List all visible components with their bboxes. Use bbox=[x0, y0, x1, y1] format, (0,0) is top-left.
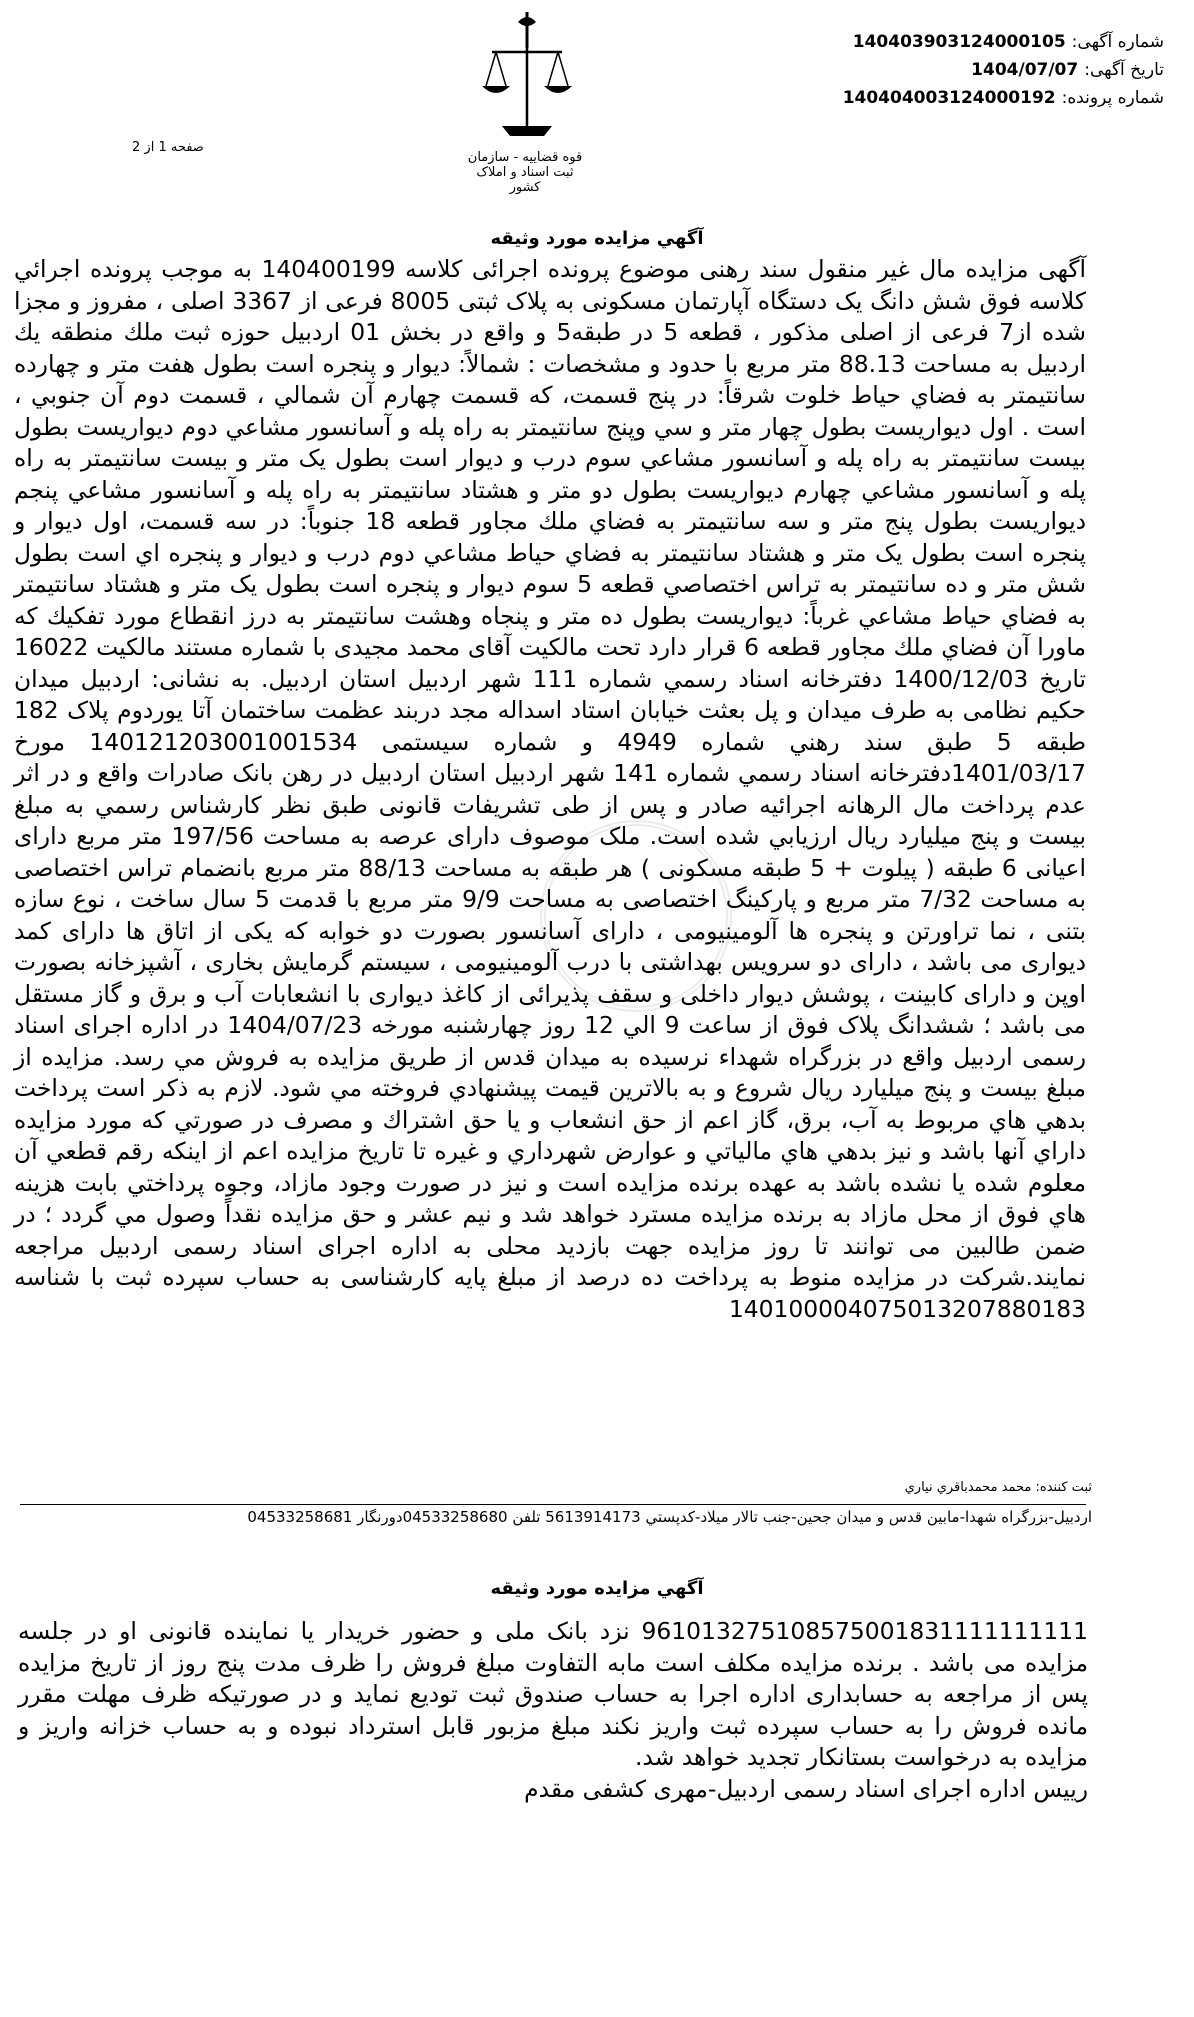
section2-title: آگهي مزايده مورد وثيقه bbox=[490, 1578, 704, 1599]
section1-body: آگهی مزایده مال غیر منقول سند رهنی موضوع پرونده اجرائی کلاسه 140400199 به موجب پرونده اجرائي کلاسه فوق شش دانگ یک دستگاه آپارتمان مسکونی به پلاک ثبتی 8005 فرعی از 3367 اصلی ، مفروز و مجزا شده از7 فرعی از اصلی مذکور ، قطعه 5 در طبقه5 و واقع در بخش 01 اردبيل حوزه ثبت ملك منطقه يك اردبيل به مساحت 88.13 متر مربع با حدود و مشخصات : شمالاً: ديوار و پنجره است بطول هفت متر و چهارده سانتيمتر به فضاي حياط خلوت شرقاً: در پنج قسمت، كه قسمت چهارم آن شمالي ، قسمت دوم آن جنوبي ، است . اول ديواريست بطول چهار متر و سي وپنج سانتيمتر به راه پله و آسانسور مشاعي دوم ديواريست بطول بيست سانتيمتر به راه پله و آسانسور مشاعي سوم درب و ديوار است بطول یک متر و بيست سانتيمتر به راه پله و آسانسور مشاعي چهارم ديواريست بطول دو متر و هشتاد سانتيمتر به راه پله و آسانسور مشاعي پنجم ديواريست بطول پنج متر و سه سانتيمتر به فضاي ملك مجاور قطعه 18 جنوباً: در سه قسمت، اول ديوار و پنجره است بطول یک متر و هشتاد سانتيمتر به فضاي حياط مشاعي دوم درب و ديوار و پنجره اي است بطول شش متر و ده سانتيمتر به تراس اختصاصي قطعه 5 سوم ديوار و پنجره است بطول یک متر و هشتاد سانتيمتر به فضاي حياط مشاعي غرباً: ديواريست بطول ده متر و پنجاه وهشت سانتيمتر به درز انقطاع مورد تفكيك كه ماورا آن فضاي ملك مجاور قطعه 6 قرار دارد تحت مالکیت آقای محمد مجیدی با شماره مستند مالکیت 16022 تاريخ 1400/12/03 دفترخانه اسناد رسمي شماره 111 شهر اردبیل استان اردبیل. به نشانی: اردبیل میدان حکیم نظامی به طرف میدان و پل بعثت خيابان استاد اسداله مجد دربند عظمت ساختمان آتا يوردوم پلاک 182 طبقه 5 طبق سند رهني شماره 4949 و شماره سیستمی 140121203001001534 مورخ 1401/03/17دفترخانه اسناد رسمي شماره 141 شهر اردبیل استان اردبیل در رهن بانک صادرات واقع و در اثر عدم پرداخت مال الرهانه اجرائیه صادر و پس از طی تشریفات قانونی طبق نظر کارشناس رسمي به مبلغ بیست و پنج میلیارد ریال ارزيابي شده است. ملک موصوف دارای عرصه به مساحت 197/56 متر مربع دارای اعیانی 6 طبقه ( پیلوت + 5 طبقه مسکونی ) هر طبقه به مساحت 88/13 متر مربع بانضمام تراس اختصاصی به مساحت 7/32 متر مربع و پارکینگ اختصاصی به مساحت 9/9 متر مربع با قدمت 5 سال ساخت ، نوع سازه بتنی ، نما تراورتن و پنجره ها آلومینیومی ، دارای آسانسور بصورت دو خوابه که یکی از اتاق ها دارای کمد دیواری می باشد ، دارای دو سرویس بهداشتی با درب آلومینیومی ، سیستم گرمایش بخاری ، آشپزخانه بصورت اوپن و دارای کابینت ، پوشش دیوار داخلی و سقف پذیرائی از کاغذ دیواری با انشعابات آب و برق و گاز مستقل می باشد ؛ ششدانگ پلاک فوق از ساعت 9 الي 12 روز چهارشنبه مورخه 1404/07/23 در اداره اجرای اسناد رسمی اردبیل واقع در بزرگراه شهداء نرسیده به میدان قدس از طريق مزايده به فروش مي رسد. مزایده از مبلغ بیست و پنج میلیارد ریال شروع و به بالاترين قيمت پيشنهادي فروخته مي شود. لازم به ذكر است پرداخت بدهي هاي مربوط به آب، برق، گاز اعم از حق انشعاب و يا حق اشتراك و مصرف در صورتي كه مورد مزايده داراي آنها باشد و نيز بدهي هاي مالياتي و عوارض شهرداري و غيره تا تاريخ مزايده اعم از اينكه رقم قطعي آن معلوم شده يا نشده باشد به عهده برنده مزايده است و نيز در صورت وجود مازاد، وجوه پرداختي بابت هزينه هاي فوق از محل مازاد به برنده مزايده مسترد خواهد شد و نیم عشر و حق مزایده نقداً وصول مي گردد ؛ در ضمن طالبين می توانند تا روز مزایده جهت بازديد محلی به اداره اجرای اسناد رسمی اردبیل مراجعه نمایند.شرکت در مزايده منوط به پرداخت ده درصد از مبلغ پایه کارشناسی به حساب سپرده ثبت با شناسه 140100004075013207880183 bbox=[14, 255, 1087, 1323]
section2-body bbox=[18, 1616, 1088, 1805]
notice-number-label: شماره آگهی: bbox=[1071, 32, 1164, 52]
page-indicator: صفحه 1 از 2 bbox=[132, 140, 204, 155]
emblem-caption: قوه قضاییه - سازمان ثبت اسناد و املاک کشور bbox=[467, 150, 583, 195]
registrar-label: ثبت كننده: bbox=[1035, 1480, 1092, 1495]
registrar-divider bbox=[20, 1504, 1086, 1505]
case-number: 140404003124000192 bbox=[842, 88, 1056, 108]
office-address: اردبيل-بزرگراه شهدا-مابين قدس و ميدان جحين-جنب تالار ميلاد-كدپستي 5613914173 تلفن 04533258680دورنگار 04533258681 bbox=[247, 1508, 1092, 1526]
notice-number: 140403903124000105 bbox=[852, 32, 1066, 52]
notice-date-row bbox=[744, 56, 1164, 84]
notice-date-label: تاریخ آگهی: bbox=[1084, 60, 1164, 80]
registrar bbox=[905, 1480, 1092, 1495]
case-number-row bbox=[744, 84, 1164, 112]
registrar-name: محمد محمدباقري نياري bbox=[904, 1480, 1032, 1495]
case-number-label: شماره پرونده: bbox=[1061, 88, 1164, 108]
notice-date: 1404/07/07 bbox=[971, 60, 1079, 80]
section2-body-text: 961013275108575001831111111111 نزد بانک ملی و حضور خریدار یا نماینده قانونی او در جلسه مزایده می باشد . برنده مزایده مکلف است مابه التفاوت مبلغ فروش را ظرف مدت پنج روز از تاریخ مزایده پس از مراجعه به حسابداری اداره اجرا به حساب صندوق ثبت توديع نمايد و در صورتیکه ظرف مهلت مقرر مانده فروش را به حساب سپرده ثبت واریز نکند مبلغ مزبور قابل استرداد نبوده و به حساب خزانه واریز و مزایده به درخواست بستانکار تجدید خواهد شد. bbox=[18, 1617, 1088, 1771]
section1-title: آگهي مزايده مورد وثيقه bbox=[490, 228, 704, 249]
notice-number-row bbox=[744, 28, 1164, 56]
notice-metadata bbox=[744, 28, 1164, 112]
signature-line: رییس اداره اجرای اسناد رسمی اردبیل-مهری کشفی مقدم bbox=[524, 1774, 1088, 1803]
